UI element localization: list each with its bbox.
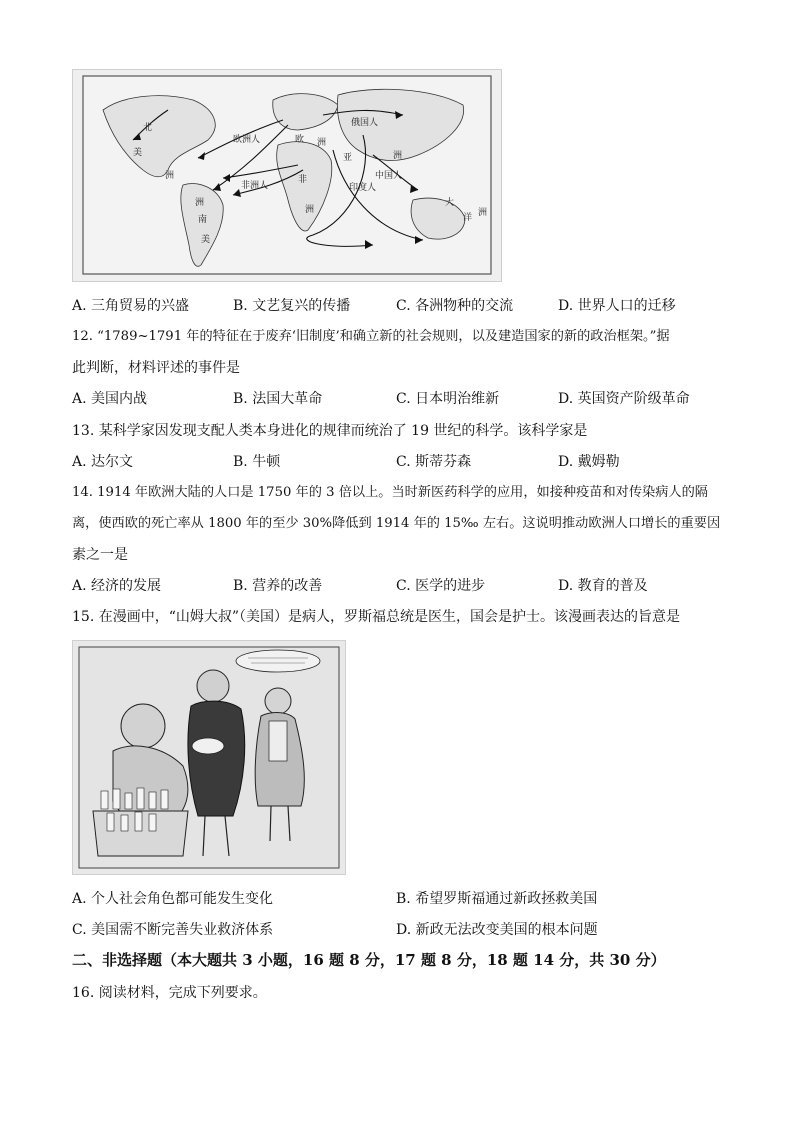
- map-label-africa: 非: [298, 175, 308, 185]
- world-migration-map: [73, 70, 501, 281]
- q16-stem-line1: 16. 阅读材料，完成下列要求。: [72, 985, 267, 1001]
- map-label-south: 南: [198, 215, 208, 225]
- q13-option-b[interactable]: B. 牛顿: [233, 454, 281, 470]
- map-label-russians: 俄国人: [351, 118, 379, 128]
- q12-option-c[interactable]: C. 日本明治维新: [396, 391, 500, 407]
- map-label-indians: 印度人: [349, 183, 377, 193]
- migration-map-figure: [72, 69, 502, 282]
- q13-stem-line1: 13. 某科学家因发现支配人类本身进化的规律而统治了 19 世纪的科学。该科学家是: [72, 423, 588, 439]
- q15-stem-line1: 15. 在漫画中，“山姆大叔”（美国）是病人，罗斯福总统是医生，国会是护士。该漫画表达的旨意是: [72, 609, 681, 625]
- map-label-zhou-5: 洲: [305, 205, 315, 215]
- q12-stem-line2: 此判断，材料评述的事件是: [72, 360, 240, 376]
- q14-option-a[interactable]: A. 经济的发展: [72, 578, 162, 594]
- map-label-zhou-2: 洲: [195, 198, 205, 208]
- q14-stem-line1: 14. 1914 年欧洲大陆的人口是 1750 年的 3 倍以上。当时新医药科学的应用，如接种疫苗和对传染病人的隔: [72, 485, 708, 500]
- q15-option-c[interactable]: C. 美国需不断完善失业救济体系: [72, 922, 274, 938]
- map-label-north: 北: [143, 123, 153, 133]
- map-label-zhou-3: 洲: [317, 138, 327, 148]
- q14-stem-line3: 素之一是: [72, 547, 128, 563]
- map-label-europeans: 欧洲人: [233, 135, 261, 145]
- q14-option-c[interactable]: C. 医学的进步: [396, 578, 486, 594]
- q12-stem-line1: 12. “1789~1791 年的特征在于废弃‘旧制度’和确立新的社会规则，以及建造国家的新的政治框架。”据: [72, 329, 670, 344]
- q13-option-c[interactable]: C. 斯蒂芬森: [396, 454, 472, 470]
- q14-stem-line2: 离，使西欧的死亡率从 1800 年的至少 30%降低到 1914 年的 15‰ 左右。这说明推动欧洲人口增长的重要因: [72, 516, 721, 531]
- q11-option-a[interactable]: A. 三角贸易的兴盛: [72, 298, 190, 314]
- map-label-oceania-yang: 洋: [463, 213, 473, 223]
- map-label-zhou-1: 洲: [165, 171, 175, 181]
- map-label-zhou-4: 洲: [393, 151, 403, 161]
- q11-option-c[interactable]: C. 各洲物种的交流: [396, 298, 514, 314]
- q12-option-b[interactable]: B. 法国大革命: [233, 391, 323, 407]
- q14-option-d[interactable]: D. 教育的普及: [558, 578, 648, 594]
- map-label-zhou-6: 洲: [478, 208, 488, 218]
- q14-option-b[interactable]: B. 营养的改善: [233, 578, 323, 594]
- map-label-asia: 亚: [343, 153, 353, 163]
- q13-option-a[interactable]: A. 达尔文: [72, 454, 134, 470]
- q15-option-d[interactable]: D. 新政无法改变美国的根本问题: [396, 922, 598, 938]
- q11-option-d[interactable]: D. 世界人口的迁移: [558, 298, 676, 314]
- map-label-america-2: 美: [201, 235, 211, 245]
- map-label-africans: 非洲人: [241, 181, 269, 191]
- cartoon-figure: [72, 640, 346, 875]
- q12-option-d[interactable]: D. 英国资产阶级革命: [558, 391, 690, 407]
- q15-option-b[interactable]: B. 希望罗斯福通过新政拯救美国: [396, 891, 598, 907]
- map-label-oceania-da: 大: [445, 198, 455, 208]
- q13-option-d[interactable]: D. 戴姆勒: [558, 454, 620, 470]
- section-title-non-choice: 二、非选择题（本大题共 3 小题，16 题 8 分，17 题 8 分，18 题 14 分，共 30 分）: [72, 951, 666, 969]
- q12-option-a[interactable]: A. 美国内战: [72, 391, 148, 407]
- map-label-europe: 欧: [295, 135, 305, 145]
- q15-option-a[interactable]: A. 个人社会角色都可能发生变化: [72, 891, 274, 907]
- q11-option-b[interactable]: B. 文艺复兴的传播: [233, 298, 351, 314]
- cartoon-illustration: [73, 641, 345, 874]
- map-label-america: 美: [133, 148, 143, 158]
- map-label-chinese: 中国人: [375, 171, 403, 181]
